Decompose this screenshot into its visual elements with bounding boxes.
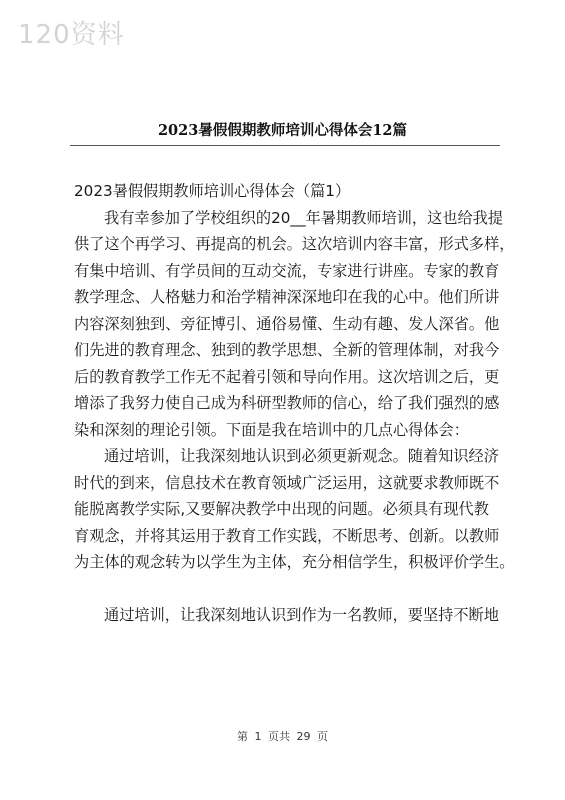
document-body (74, 178, 515, 629)
paragraph-line: 染和深刻的理论引领。下面是我在培训中的几点心得体会： (74, 420, 469, 439)
paragraph-line: 通过培训，让我深刻地认识到必须更新观念。随着知识经济 (104, 447, 499, 465)
paragraph-line: 育观念，并将其运用于教育工作实践，不断思考、创新。以教师 (74, 526, 500, 545)
paragraph-line: 时代的到来，信息技术在教育领域广泛运用，这就要求教师既不 (74, 473, 500, 492)
watermark-text: 120资料 (18, 20, 125, 50)
section-heading: 2023暑假假期教师培训心得体会（篇1） (74, 182, 351, 200)
paragraph-line: 有集中培训、有学员间的互动交流，专家进行讲座。专家的教育 (74, 261, 500, 280)
paragraph-line: 内容深刻独到、旁征博引、通俗易懂、生动有趣、发人深省。他 (74, 314, 500, 333)
title-divider (70, 145, 500, 146)
paragraph-line: 能脱离教学实际,又要解决教学中出现的问题。必须具有现代教 (74, 500, 489, 518)
paragraph-line: 增添了我努力使自己成为科研型教师的信心，给了我们强烈的感 (74, 394, 500, 412)
paragraph-gap (74, 576, 510, 603)
paragraph-line: 我有幸参加了学校组织的20__年暑期教师培训，这也给我提 (104, 208, 504, 227)
paragraph-line: 教学理念、人格魅力和治学精神深深地印在我的心中。他们所讲 (74, 288, 500, 306)
document-title: 2023暑假假期教师培训心得体会12篇 (157, 122, 408, 139)
paragraph-line: 通过培训，让我深刻地认识到作为一名教师，要坚持不断地 (104, 606, 499, 624)
paragraph-line: 为主体的观念转为以学生为主体，充分相信学生，积极评价学生。 (74, 553, 515, 571)
page-number: 第 1 页共 29 页 (237, 730, 328, 743)
paragraph-line: 后的教育教学工作无不起着引领和导向作用。这次培训之后，更 (74, 367, 500, 386)
paragraph-line: 供了这个再学习、再提高的机会。这次培训内容丰富，形式多样， (74, 235, 515, 253)
paragraph-line: 们先进的教育理念、独到的教学思想、全新的管理体制，对我今 (74, 341, 500, 359)
